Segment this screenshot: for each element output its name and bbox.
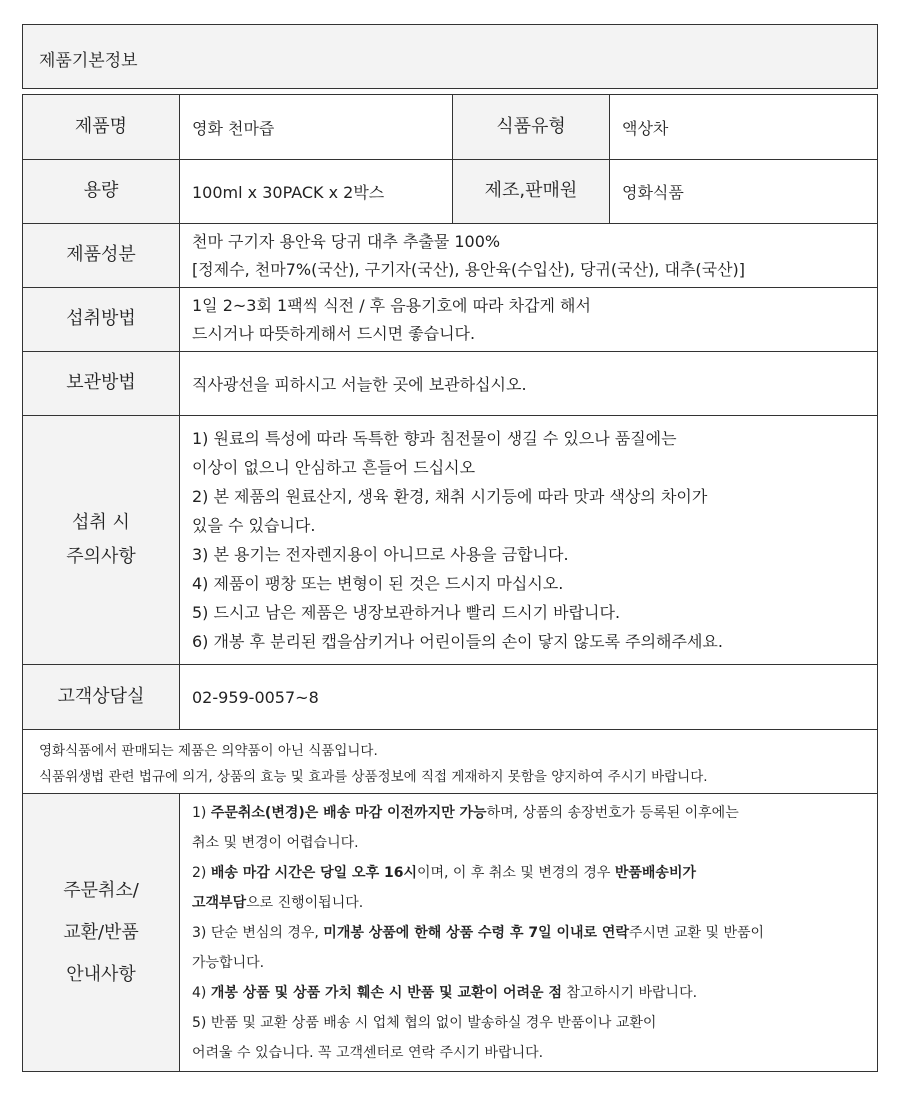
row-divider [23, 729, 877, 730]
caution-line: 1) 원료의 특성에 따라 독특한 향과 침전물이 생길 수 있으나 품질에는 [192, 429, 677, 448]
intake-line: 1일 2~3회 1팩씩 식전 / 후 음용기호에 따라 차갑게 해서 [192, 295, 591, 315]
policy-line [192, 828, 877, 858]
policy-line [192, 1008, 877, 1038]
notice-band [23, 735, 877, 793]
value-caution [180, 416, 877, 664]
policy-label-line: 안내사항 [66, 963, 136, 985]
section-title: 제품기본정보 [39, 51, 138, 71]
policy-text: 2) [192, 864, 211, 881]
value-food-type: 액상차 [622, 118, 669, 138]
value-intake [180, 288, 877, 351]
notice-line: 영화식품에서 판매되는 제품은 의약품이 아닌 식품입니다. [39, 743, 378, 759]
caution-line: 이상이 없으니 안심하고 흔들어 드십시오 [192, 458, 476, 477]
row-divider [23, 159, 877, 160]
label-ingredients: 제품성분 [23, 224, 179, 287]
policy-line [192, 978, 877, 1008]
label-volume: 용량 [23, 160, 179, 223]
value-policy [180, 794, 877, 1071]
policy-text: 3) 단순 변심의 경우, [192, 924, 324, 941]
policy-text: 1) [192, 804, 211, 821]
value-volume: 100ml x 30PACK x 2박스 [192, 183, 385, 202]
policy-line [192, 798, 877, 828]
policy-label-line: 주문취소/ [63, 879, 139, 901]
caution-label-line: 주의사항 [66, 546, 136, 567]
caution-line: 6) 개봉 후 분리된 캡을삼키거나 어린이들의 손이 닿지 않도록 주의해주세요. [192, 632, 723, 651]
caution-line: 3) 본 용기는 전자렌지용이 아니므로 사용을 금합니다. [192, 545, 569, 564]
policy-text: 5) 반품 및 교환 상품 배송 시 업체 협의 없이 발송하실 경우 반품이나 교환이 [192, 1014, 657, 1031]
policy-text: 으로 진행이됩니다. [246, 894, 364, 911]
label-policy [23, 794, 179, 1071]
label-caution [23, 416, 179, 664]
section-header [22, 24, 878, 89]
label-customer-service: 고객상담실 [23, 665, 179, 729]
column-divider [609, 95, 610, 223]
policy-text: 참고하시기 바랍니다. [561, 984, 698, 1001]
policy-text: 주시면 교환 및 반품이 [629, 924, 765, 941]
value-maker: 영화식품 [622, 183, 684, 202]
notice-line: 식품위생법 관련 법규에 의거, 상품의 효능 및 효과를 상품정보에 직접 게재하지 못함을 양지하여 주시기 바랍니다. [39, 769, 708, 785]
policy-emphasis: 반품배송비가 [614, 864, 697, 881]
caution-line: 2) 본 제품의 원료산지, 생육 환경, 채취 시기등에 따라 맛과 색상의 차이가 [192, 487, 708, 506]
caution-line: 4) 제품이 팽창 또는 변형이 된 것은 드시지 마십시오. [192, 574, 564, 593]
value-customer-service: 02-959-0057~8 [192, 687, 319, 707]
policy-text: 어려울 수 있습니다. 꼭 고객센터로 연락 주시기 바랍니다. [192, 1044, 544, 1061]
ingredients-line: 천마 구기자 용안육 당귀 대추 추출물 100% [192, 231, 501, 251]
policy-line [192, 918, 877, 948]
policy-label-line: 교환/반품 [63, 921, 139, 943]
row-divider [23, 793, 877, 794]
caution-label-line: 섭취 시 [72, 511, 130, 533]
product-info-table [22, 94, 878, 1072]
intake-line: 드시거나 따뜻하게해서 드시면 좋습니다. [192, 323, 476, 343]
label-storage: 보관방법 [23, 352, 179, 415]
policy-line [192, 1038, 877, 1068]
column-divider [179, 793, 180, 1071]
ingredients-line: [정제수, 천마7%(국산), 구기자(국산), 용안육(수입산), 당귀(국산), 대추(국산)] [192, 259, 746, 279]
value-storage: 직사광선을 피하시고 서늘한 곳에 보관하십시오. [192, 375, 527, 394]
policy-text: 이며, 이 후 취소 및 변경의 경우 [416, 864, 615, 881]
policy-emphasis: 미개봉 상품에 한해 상품 수령 후 7일 이내로 연락 [323, 924, 629, 941]
value-product-name: 영화 천마즙 [192, 118, 275, 138]
caution-line: 있을 수 있습니다. [192, 516, 316, 535]
column-divider [179, 95, 180, 729]
label-product-name: 제품명 [23, 95, 179, 159]
row-divider [23, 664, 877, 665]
policy-text: 취소 및 변경이 어렵습니다. [192, 834, 359, 851]
policy-line [192, 948, 877, 978]
policy-emphasis: 개봉 상품 및 상품 가치 훼손 시 반품 및 교환이 어려운 점 [210, 984, 562, 1001]
label-maker: 제조,판매원 [453, 160, 609, 223]
policy-text: 4) [192, 984, 211, 1001]
policy-text: 가능합니다. [192, 954, 265, 971]
value-ingredients [180, 224, 877, 287]
row-divider [23, 287, 877, 288]
row-divider [23, 351, 877, 352]
caution-line: 5) 드시고 남은 제품은 냉장보관하거나 빨리 드시기 바랍니다. [192, 603, 621, 622]
label-intake: 섭취방법 [23, 288, 179, 351]
label-food-type: 식품유형 [453, 95, 609, 159]
policy-line [192, 858, 877, 888]
row-divider [23, 415, 877, 416]
policy-emphasis: 고객부담 [192, 894, 247, 911]
row-divider [23, 223, 877, 224]
policy-text: 하며, 상품의 송장번호가 등록된 이후에는 [486, 804, 739, 821]
policy-line [192, 888, 877, 918]
policy-emphasis: 배송 마감 시간은 당일 오후 16시 [210, 864, 417, 881]
column-divider [452, 95, 453, 223]
policy-emphasis: 주문취소(변경)은 배송 마감 이전까지만 가능 [210, 804, 487, 821]
